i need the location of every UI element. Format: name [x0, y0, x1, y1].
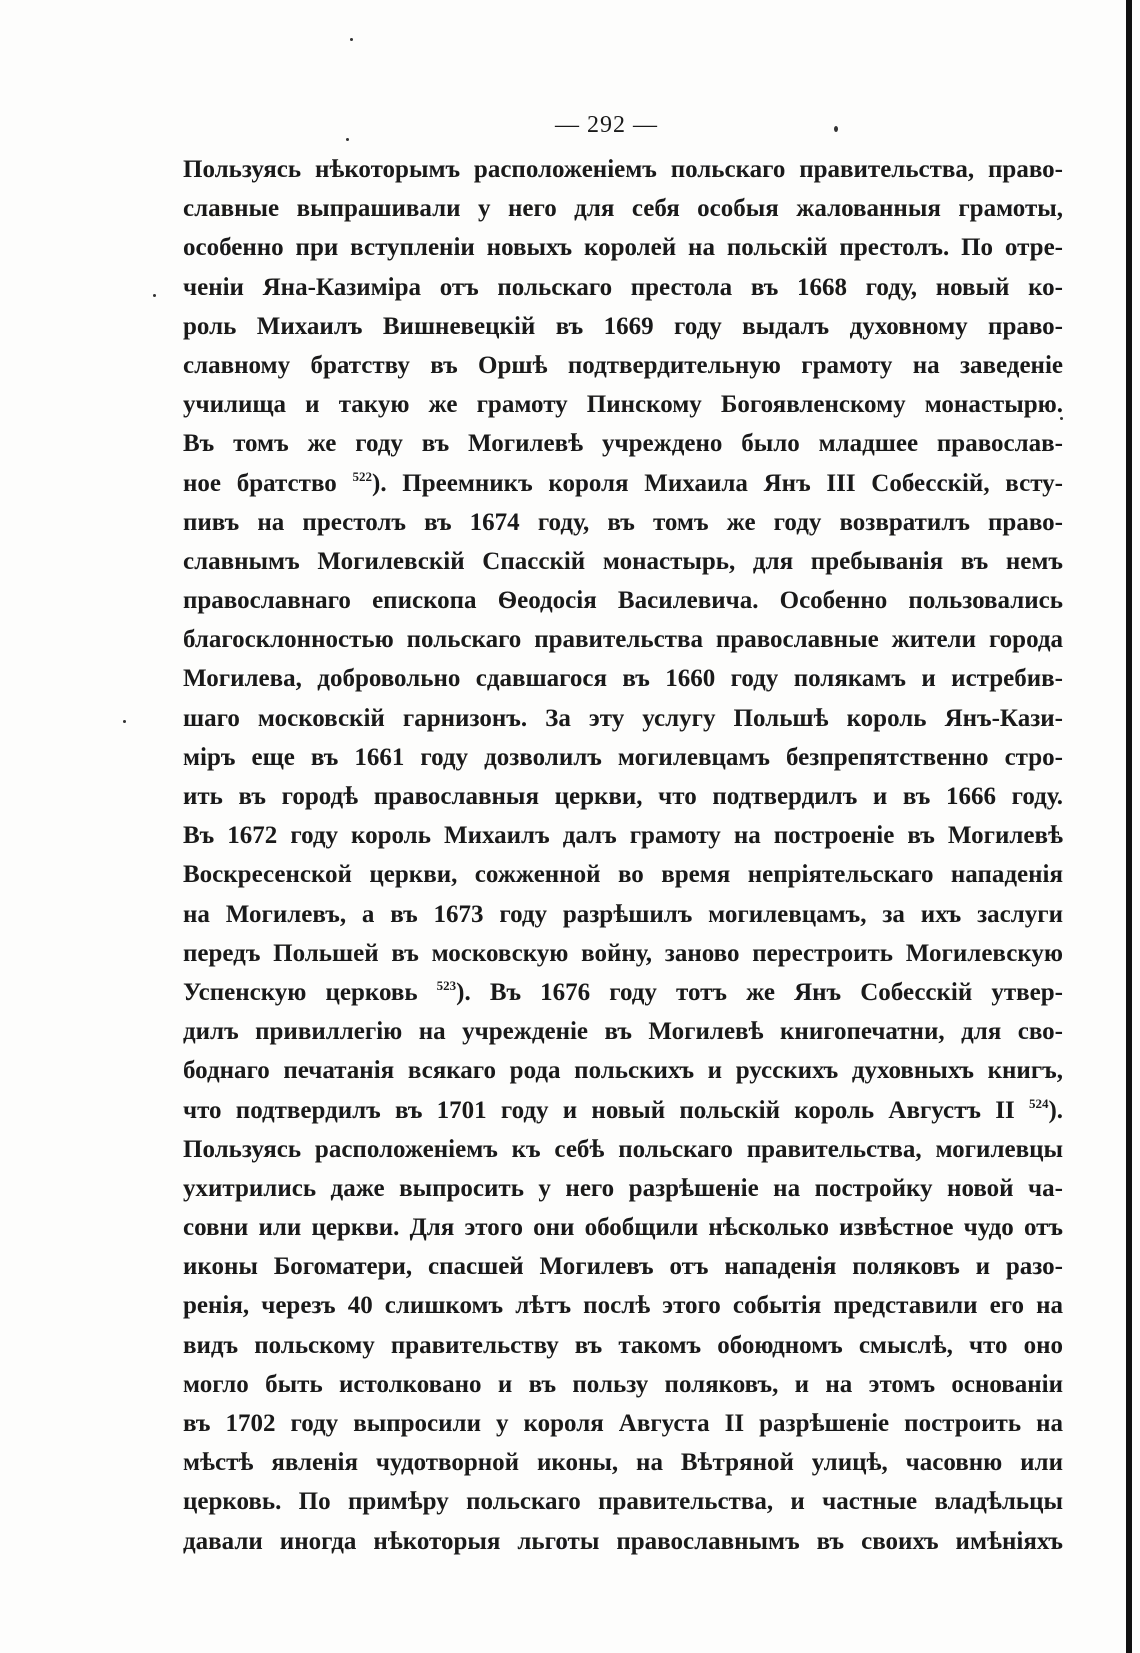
text-line [183, 1247, 1063, 1286]
line-text-continued: ). Въ 1676 году тотъ же Янъ Собесскій утвер- [456, 978, 1063, 1006]
line-text: славные выпрашивали у него для себя особыя жалованныя грамоты, [183, 195, 1063, 223]
text-line [183, 1208, 1063, 1247]
text-line [183, 542, 1063, 581]
ink-speck [153, 294, 156, 297]
line-text: Могилева, добровольно сдавшагося въ 1660 году полякамъ и истребив- [183, 665, 1063, 693]
line-text: Успенскую церковь [183, 978, 418, 1006]
body-text [183, 150, 1063, 1561]
text-line [183, 228, 1063, 267]
line-text: дилъ привиллегію на учрежденіе въ Могилевѣ книгопечатни, для сво- [183, 1018, 1063, 1046]
ink-speck [123, 720, 126, 723]
text-line [183, 268, 1063, 307]
line-text: давали иногда нѣкоторыя льготы православнымъ въ своихъ имѣніяхъ [183, 1527, 1063, 1555]
line-text: православнаго епископа Ѳеодосія Василевича. Особенно пользовались [183, 587, 1063, 615]
line-text: церковь. По примѣру польскаго правительства, и частные владѣльцы [183, 1488, 1063, 1516]
text-line [183, 699, 1063, 738]
line-text: Воскресенской церкви, сожженной во время непріятельскаго нападенія [183, 861, 1063, 889]
text-line [183, 738, 1063, 777]
text-line [183, 1404, 1063, 1443]
text-line [183, 424, 1063, 463]
text-line [183, 1482, 1063, 1521]
line-text: Въ томъ же году въ Могилевѣ учреждено было младшее православ- [183, 430, 1063, 458]
line-text: видъ польскому правительству въ такомъ обоюдномъ смыслѣ, что оно [183, 1331, 1063, 1359]
line-text: Пользуясь нѣкоторымъ расположеніемъ польскаго правительства, право- [183, 156, 1063, 183]
footnote-marker: 522 [352, 468, 372, 484]
page-edge-shadow [1126, 0, 1132, 1653]
text-line [183, 659, 1063, 698]
line-text: на Могилевъ, а въ 1673 году разрѣшилъ могилевцамъ, за ихъ заслуги [183, 900, 1063, 928]
text-line [183, 150, 1063, 189]
line-text: могло быть истолковано и въ пользу поляковъ, и на этомъ основаніи [183, 1370, 1063, 1398]
text-line [183, 1091, 1063, 1130]
ink-speck [346, 138, 349, 141]
text-line [183, 464, 1063, 503]
line-text: ное братство [183, 469, 337, 497]
line-text: иконы Богоматери, спасшей Могилевъ отъ нападенія поляковъ и разо- [183, 1253, 1063, 1281]
text-line [183, 777, 1063, 816]
text-line [183, 1012, 1063, 1051]
ink-speck [350, 38, 353, 41]
text-line [183, 855, 1063, 894]
text-line [183, 1286, 1063, 1325]
line-text: ухитрились даже выпросить у него разрѣшеніе на постройку новой ча- [183, 1174, 1063, 1202]
text-line [183, 895, 1063, 934]
text-line [183, 503, 1063, 542]
line-text: роль Михаилъ Вишневецкій въ 1669 году выдалъ духовному право- [183, 312, 1063, 340]
text-line [183, 973, 1063, 1012]
text-line [183, 1522, 1063, 1561]
line-text: благосклонностью польскаго правительства православные жители города [183, 626, 1063, 654]
line-text: ить въ городѣ православныя церкви, что подтвердилъ и въ 1666 году. [183, 783, 1063, 810]
line-text: славному братству въ Оршѣ подтвердительную грамоту на заведеніе [183, 351, 1063, 379]
line-text: міръ еще въ 1661 году дозволилъ могилевцамъ безпрепятственно стро- [183, 743, 1063, 771]
line-text: въ 1702 году выпросили у короля Августа II разрѣшеніе построить на [183, 1410, 1063, 1437]
text-line [183, 346, 1063, 385]
text-line [183, 1443, 1063, 1482]
text-line [183, 385, 1063, 424]
line-text: Пользуясь расположеніемъ къ себѣ польскаго правительства, могилевцы [183, 1135, 1063, 1163]
footnote-marker: 523 [436, 977, 457, 993]
line-text: мѣстѣ явленія чудотворной иконы, на Вѣтряной улицѣ, часовню или [183, 1449, 1063, 1477]
text-line [183, 1326, 1063, 1365]
line-text: шаго московскій гарнизонъ. За эту услугу Польшѣ король Янъ-Кази- [183, 704, 1063, 732]
text-line [183, 1365, 1063, 1404]
line-text: ренія, черезъ 40 слишкомъ лѣтъ послѣ этого событія представили его на [183, 1292, 1063, 1320]
text-line [183, 1169, 1063, 1208]
line-text: что подтвердилъ въ 1701 году и новый польскій король Августъ II [183, 1096, 1015, 1124]
text-line [183, 620, 1063, 659]
line-text: совни или церкви. Для этого они обобщили нѣсколько извѣстное чудо отъ [183, 1214, 1063, 1242]
text-line [183, 816, 1063, 855]
text-line [183, 1130, 1063, 1169]
line-text: особенно при вступленіи новыхъ королей на польскій престолъ. По отре- [183, 234, 1063, 262]
footnote-marker: 524 [1028, 1095, 1049, 1111]
line-text: боднаго печатанія всякаго рода польскихъ и русскихъ духовныхъ книгъ, [183, 1057, 1063, 1085]
text-line [183, 581, 1063, 620]
line-text: пивъ на престолъ въ 1674 году, въ томъ же году возвратилъ право- [183, 508, 1063, 536]
line-text: славнымъ Могилевскій Спасскій монастырь, для пребыванія въ немъ [183, 547, 1063, 575]
page-number: — 292 — [555, 112, 658, 138]
line-text: ченіи Яна-Казиміра отъ польскаго престола въ 1668 году, новый ко- [183, 273, 1063, 301]
text-line [183, 1051, 1063, 1090]
line-text: передъ Польшей въ московскую войну, заново перестроить Могилевскую [183, 939, 1063, 967]
text-line [183, 189, 1063, 228]
text-line [183, 934, 1063, 973]
ink-speck [834, 126, 838, 132]
text-line [183, 307, 1063, 346]
line-text-continued: ). [1048, 1096, 1064, 1124]
line-text: училища и такую же грамоту Пинскому Богоявленскому монастырю. [183, 391, 1063, 419]
line-text: Въ 1672 году король Михаилъ далъ грамоту на построеніе въ Могилевѣ [183, 822, 1063, 850]
line-text-continued: ). Преемникъ короля Михаила Янъ III Собесскій, всту- [372, 469, 1063, 497]
